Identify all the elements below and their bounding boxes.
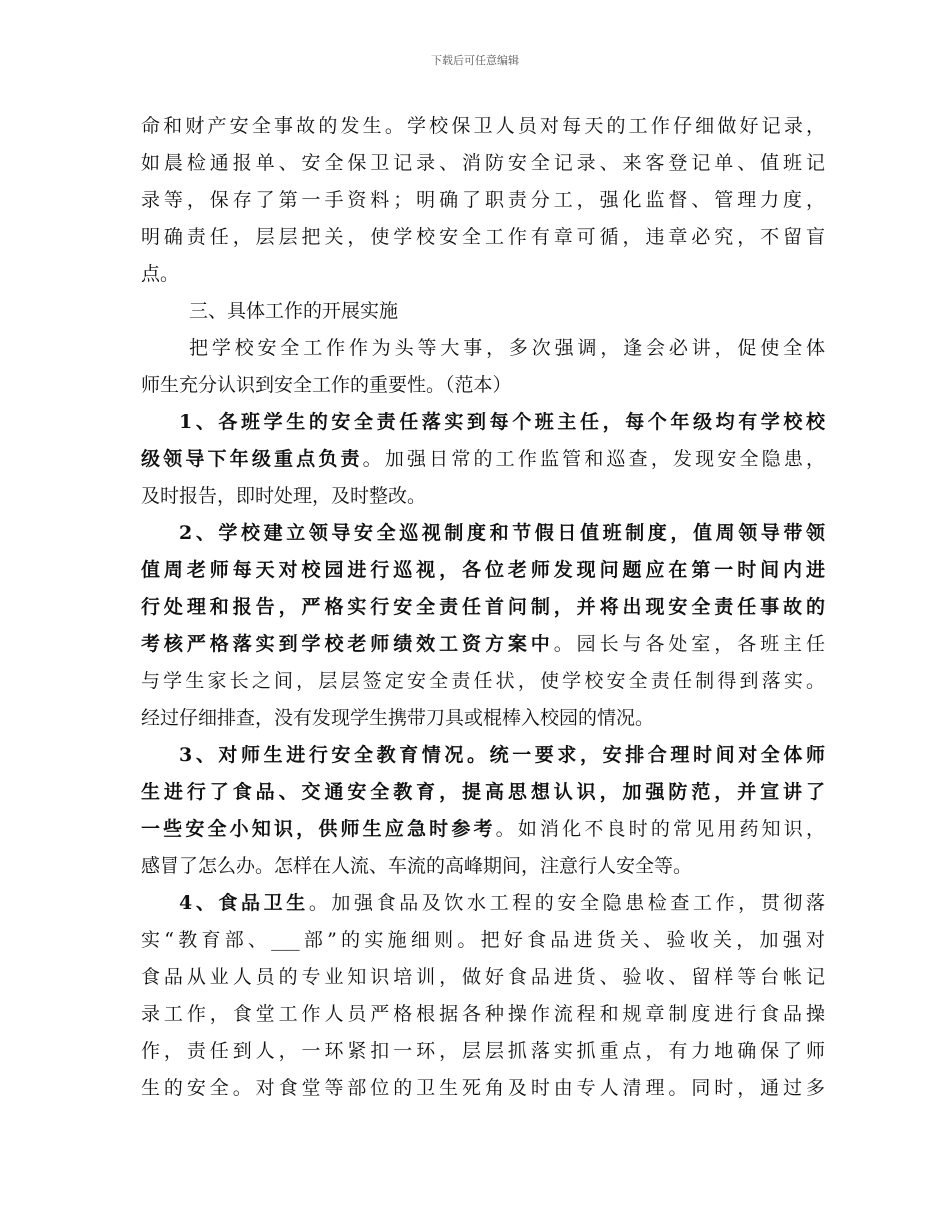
text-line: 明确责任，层层把关，使学校安全工作有章可循，违章必究，不留盲 (141, 226, 825, 248)
bold-text: 2、学校建立领导安全巡视制度和节假日值班制度，值周领导带领 (179, 522, 825, 544)
bold-text: 4、食品卫生 (179, 892, 309, 914)
item-3-line (141, 811, 825, 848)
item-2-line (141, 552, 825, 589)
item-4-line: 生的安全。对食堂等部位的卫生死角及时由专人清理。同时，通过多 (141, 1077, 825, 1099)
bold-text: 生进行了食品、交通安全教育，提高思想认识，加强防范，并宣讲了 (141, 781, 825, 803)
item-4-line: 录工作，食堂工作人员严格根据各种操作流程和规章制度进行食品操 (141, 1003, 825, 1025)
item-2-line (141, 589, 825, 626)
item-2-line (141, 515, 825, 552)
bold-text: 3、对师生进行安全教育情况。统一要求，安排合理时间对全体师 (179, 744, 825, 766)
page-header: 下载后可任意编辑 (431, 54, 519, 67)
plain-text: 。园长与各处室，各班主任 (553, 633, 825, 655)
item-1-line: 及时报告，即时处理，及时整改。 (141, 485, 427, 507)
text-line: 如晨检通报单、安全保卫记录、消防安全记录、来客登记单、值班记 (141, 152, 825, 174)
item-3-line: 感冒了怎么办。怎样在人流、车流的高峰期间，注意行人安全等。 (141, 855, 693, 877)
plain-text: 。加强日常的工作监管和巡查，发现安全隐患， (362, 448, 825, 470)
item-3-line (141, 737, 825, 774)
bold-text: 1、各班学生的安全责任落实到每个班主任，每个年级均有学校校 (179, 411, 825, 433)
document-body (141, 108, 825, 1107)
section-heading: 三、具体工作的开展实施 (189, 300, 399, 322)
item-4-line: 作，责任到人，一环紧扣一环，层层抓落实抓重点，有力地确保了师 (141, 1040, 825, 1062)
paragraph-start: 把学校安全工作作为头等大事，多次强调，逢会必讲，促使全体 (189, 337, 825, 359)
item-2-line: 与学生家长之间，层层签定安全责任状，使学校安全责任制得到落实。 (141, 670, 825, 692)
bold-text: 级领导下年级重点负责 (141, 448, 363, 470)
item-2-line (141, 626, 825, 663)
bold-text: 一些安全小知识，供师生应急时参考 (141, 818, 496, 840)
text-line: 录等，保存了第一手资料；明确了职责分工，强化监督、管理力度， (141, 189, 825, 211)
text-line: 点。 (141, 263, 180, 285)
item-2-line: 经过仔细排查，没有发现学生携带刀具或棍棒入校园的情况。 (141, 707, 655, 729)
item-3-line (141, 774, 825, 811)
item-4-line: 实“教育部、___部”的实施细则。把好食品进货关、验收关，加强对 (141, 929, 825, 951)
plain-text: 。如消化不良时的常见用药知识， (495, 818, 825, 840)
text-line: 师生充分认识到安全工作的重要性。（范本） (141, 374, 512, 396)
item-4-line (141, 885, 825, 922)
bold-text: 行处理和报告，严格实行安全责任首问制，并将出现安全责任事故的 (141, 596, 825, 618)
text-line: 命和财产安全事故的发生。学校保卫人员对每天的工作仔细做好记录， (141, 115, 825, 137)
plain-text: 。加强食品及饮水工程的安全隐患检查工作，贯彻落 (308, 892, 825, 914)
bold-text: 值周老师每天对校园进行巡视，各位老师发现问题应在第一时间内进 (141, 559, 825, 581)
bold-text: 考核严格落实到学校老师绩效工资方案中 (141, 633, 554, 655)
item-1-line (141, 441, 825, 478)
item-1-line (141, 404, 825, 441)
item-4-line: 食品从业人员的专业知识培训，做好食品进货、验收、留样等台帐记 (141, 966, 825, 988)
